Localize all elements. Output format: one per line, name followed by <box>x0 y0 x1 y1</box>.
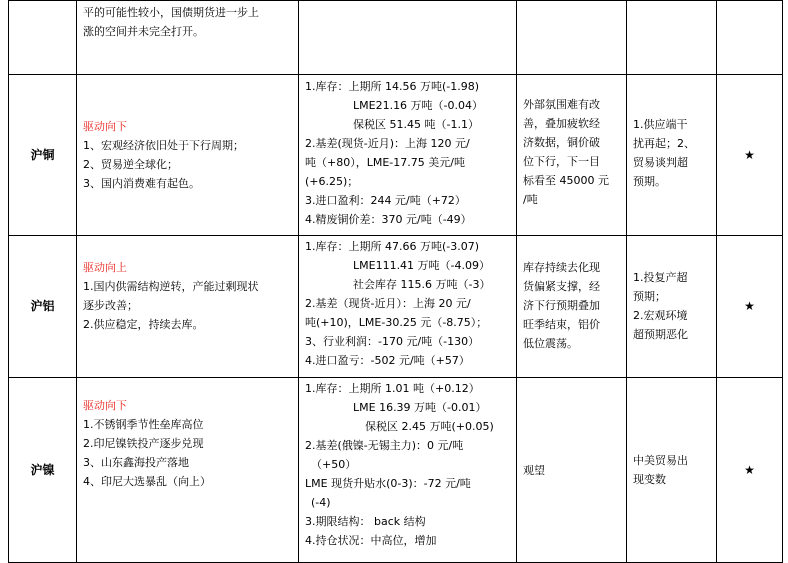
view-cell <box>517 236 627 378</box>
data-line: 保税区 51.45 吨（-1.1） <box>353 118 479 131</box>
data-line: 2.基差(现货-近月)：上海 120 元/ <box>305 137 470 150</box>
data-cell <box>299 378 517 563</box>
view-line: 位下行，下一目 <box>523 155 600 168</box>
data-line: 3.期限结构： back 结构 <box>305 515 426 528</box>
view-line: 济数据，铜价破 <box>523 136 600 149</box>
data-cell <box>299 1 517 75</box>
view-line: 济下行预期叠加 <box>523 299 600 312</box>
data-line: 1.库存：上期所 47.66 万吨(-3.07) <box>305 240 480 253</box>
data-line: LME 现货升贴水(0-3)：-72 元/吨 <box>305 477 471 490</box>
star-icon: ★ <box>717 75 783 236</box>
driver-cell <box>77 236 299 378</box>
view-cell <box>517 1 627 75</box>
data-line: LME 16.39 万吨（-0.01） <box>353 401 487 414</box>
view-line: 旺季结束，铝价 <box>523 318 600 331</box>
driver-line: 3、山东鑫海投产落地 <box>83 456 189 469</box>
risk-line: 1.供应端干 <box>633 118 688 131</box>
data-line: 2.基差(俄镍-无锡主力)：0 元/吨 <box>305 439 464 452</box>
analysis-table <box>8 0 783 563</box>
driver-line: 2、贸易逆全球化； <box>83 158 178 171</box>
risk-line: 预期； <box>633 290 666 303</box>
driver-line: 涨的空间并未完全打开。 <box>83 25 204 38</box>
view-cell <box>517 75 627 236</box>
driver-title: 驱动向上 <box>83 261 127 274</box>
view-line: 外部氛围难有改 <box>523 98 600 111</box>
driver-line: 平的可能性较小，国债期货进一步上 <box>83 6 259 19</box>
data-line: 2.基差（现货-近月）：上海 20 元/ <box>305 297 471 310</box>
risk-cell <box>627 75 717 236</box>
risk-cell <box>627 1 717 75</box>
data-line: 4.精废铜价差：370 元/吨（-49） <box>305 213 472 226</box>
data-line: 3.进口盈利：244 元/吨（+72） <box>305 194 466 207</box>
driver-line: 2.印尼镍铁投产逐步兑现 <box>83 437 204 450</box>
driver-cell <box>77 378 299 563</box>
risk-line: 1.投复产超 <box>633 271 688 284</box>
data-line: (-4) <box>311 496 331 509</box>
view-line: 库存持续去化现 <box>523 261 600 274</box>
view-line: /吨 <box>523 193 538 206</box>
table-row <box>9 236 783 378</box>
driver-line: 4、印尼大选暴乱（向上） <box>83 475 211 488</box>
view-line: 低位震荡。 <box>523 337 578 350</box>
risk-line: 超预期恶化 <box>633 328 688 341</box>
risk-cell <box>627 378 717 563</box>
table-row <box>9 1 783 75</box>
table-row <box>9 378 783 563</box>
star-icon: ★ <box>717 236 783 378</box>
table-row <box>9 75 783 236</box>
commodity-name: 沪铜 <box>9 75 77 236</box>
driver-cell <box>77 1 299 75</box>
commodity-name: 沪镍 <box>9 378 77 563</box>
data-cell <box>299 236 517 378</box>
data-line: LME111.41 万吨（-4.09） <box>353 259 491 272</box>
commodity-name: 沪铝 <box>9 236 77 378</box>
data-line: (+6.25)； <box>305 175 359 188</box>
star-icon: ★ <box>717 378 783 563</box>
view-cell <box>517 378 627 563</box>
risk-line: 中美贸易出 <box>633 454 688 467</box>
rating-cell <box>717 1 783 75</box>
risk-cell <box>627 236 717 378</box>
data-line: 保税区 2.45 万吨(+0.05) <box>365 420 494 433</box>
data-line: 吨（+80），LME-17.75 美元/吨 <box>305 156 465 169</box>
data-line: 吨(+10)，LME-30.25 元（-8.75）； <box>305 316 488 329</box>
risk-line: 现变数 <box>633 473 666 486</box>
driver-line: 3、国内消费难有起色。 <box>83 177 200 190</box>
risk-line: 2.宏观环境 <box>633 309 688 322</box>
driver-line: 1、宏观经济依旧处于下行周期； <box>83 139 244 152</box>
data-line: 4.进口盈亏：-502 元/吨（+57） <box>305 354 470 367</box>
driver-title: 驱动向下 <box>83 120 127 133</box>
risk-line: 贸易谈判超 <box>633 156 688 169</box>
data-line: 4.持仓状况：中高位，增加 <box>305 534 437 547</box>
data-line: 1.库存：上期所 14.56 万吨(-1.98) <box>305 80 480 93</box>
driver-line: 2.供应稳定，持续去库。 <box>83 318 204 331</box>
driver-cell <box>77 75 299 236</box>
view-line: 善，叠加疲软经 <box>523 117 600 130</box>
driver-line: 逐步改善； <box>83 299 138 312</box>
risk-line: 扰再起；2、 <box>633 137 695 150</box>
data-line: 社会库存 115.6 万吨（-3） <box>353 278 491 291</box>
data-cell <box>299 75 517 236</box>
data-line: LME21.16 万吨（-0.04） <box>353 99 484 112</box>
driver-line: 1.不锈钢季节性垒库高位 <box>83 418 204 431</box>
driver-line: 1.国内供需结构逆转，产能过剩现状 <box>83 280 259 293</box>
view-line: 观望 <box>523 463 545 477</box>
data-line: 3、行业利润：-170 元/吨（-130） <box>305 335 480 348</box>
name-cell <box>9 1 77 75</box>
driver-title: 驱动向下 <box>83 399 127 412</box>
view-line: 标看至 45000 元 <box>523 174 609 187</box>
data-line: （+50） <box>311 458 357 471</box>
view-line: 货偏紧支撑，经 <box>523 280 600 293</box>
risk-line: 预期。 <box>633 175 666 188</box>
data-line: 1.库存：上期所 1.01 吨（+0.12） <box>305 382 480 395</box>
